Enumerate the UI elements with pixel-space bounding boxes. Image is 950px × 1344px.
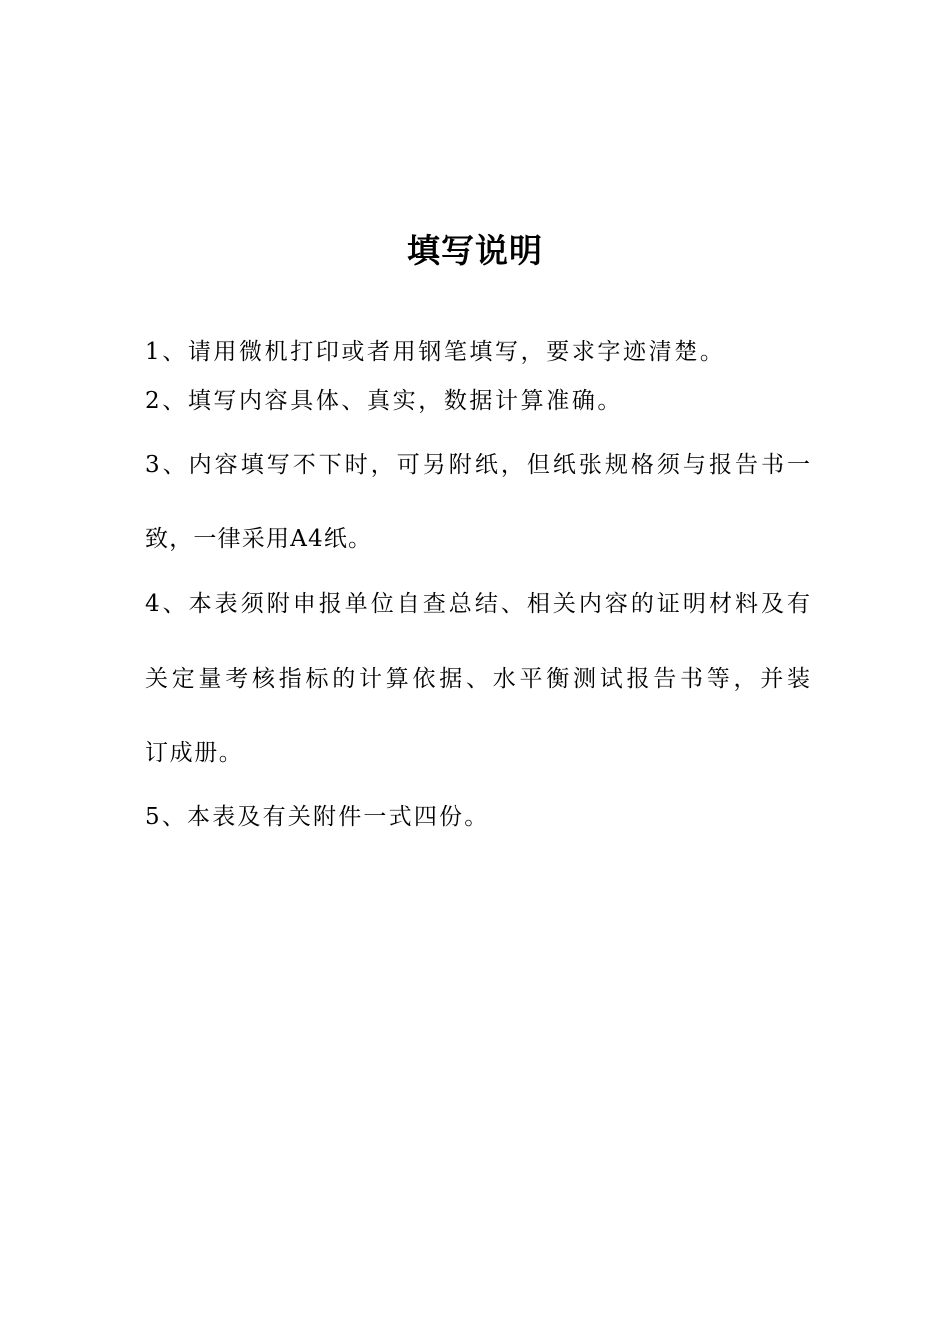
page-title: 填写说明 (407, 231, 543, 270)
instruction-4-line-1: 4、本表须附申报单位自查总结、相关内容的证明材料及有 (145, 591, 810, 617)
instruction-5: 5、本表及有关附件一式四份。 (145, 804, 490, 830)
instruction-1: 1、请用微机打印或者用钢笔填写，要求字迹清楚。 (145, 339, 726, 365)
instruction-4-line-3: 订成册。 (145, 740, 244, 766)
instruction-4-line-2: 关定量考核指标的计算依据、水平衡测试报告书等，并装 (145, 666, 810, 692)
instruction-3-line-2: 致，一律采用A4纸。 (145, 526, 373, 552)
instruction-2: 2、填写内容具体、真实，数据计算准确。 (145, 388, 624, 414)
instruction-3-line-1: 3、内容填写不下时，可另附纸，但纸张规格须与报告书一 (145, 452, 810, 478)
